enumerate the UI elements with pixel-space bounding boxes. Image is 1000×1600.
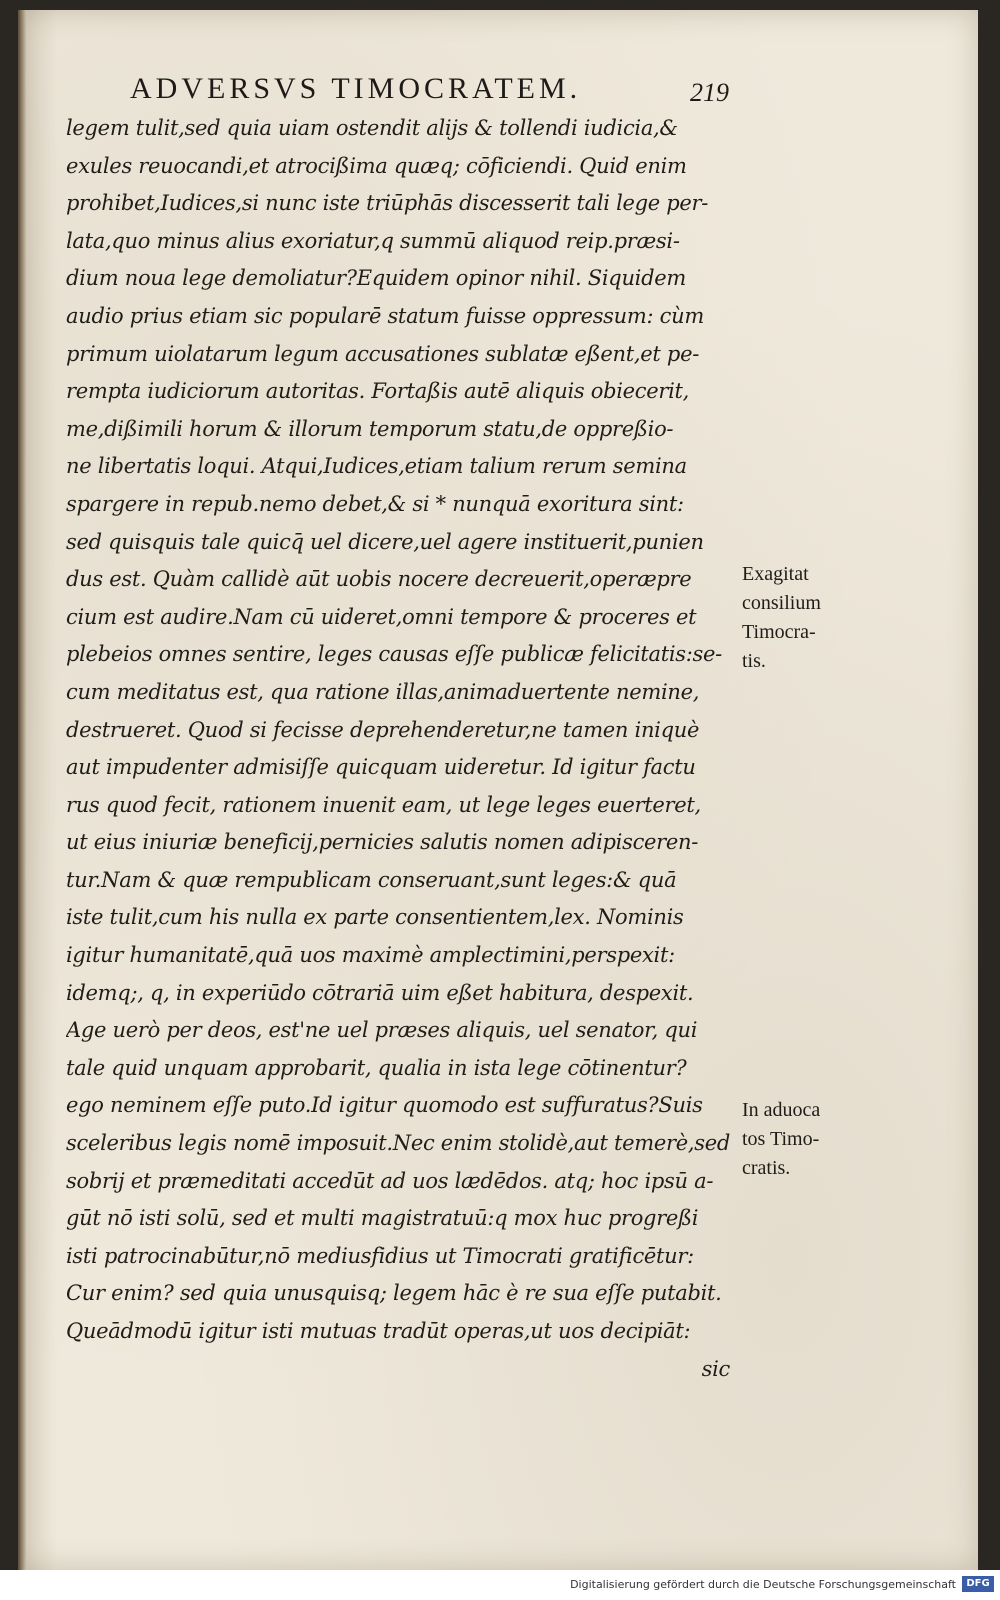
- text-line: tur.Nam & quæ rempublicam conseruant,sunt leges:& quā: [66, 867, 677, 892]
- marginal-note-line: consilium: [742, 592, 821, 614]
- text-line: rempta iudiciorum autoritas. Fortaßis autē aliquis obiecerit,: [66, 379, 690, 404]
- text-line: dus est. Quàm callidè aūt uobis nocere decreuerit,operæpre: [66, 567, 692, 592]
- text-line: Age uerò per deos, est'ne uel præses aliquis, uel senator, qui: [66, 1018, 698, 1043]
- text-line: gūt nō isti solū, sed et multi magistratuū:q mox huc progreßi: [66, 1206, 699, 1231]
- text-line: rus quod fecit, rationem inuenit eam, ut lege leges euerteret,: [66, 792, 701, 817]
- text-line: me,dißimili horum & illorum temporum statu,de oppreßio-: [66, 416, 674, 441]
- text-line: isti patrocinabūtur,nō mediusfidius ut Timocrati gratificētur:: [66, 1243, 694, 1268]
- text-line: destrueret. Quod si fecisse deprehenderetur,ne tamen iniquè: [66, 717, 700, 742]
- marginal-note-line: cratis.: [742, 1157, 791, 1179]
- text-line: ut eius iniuriæ beneficij,pernicies salutis nomen adipisceren-: [66, 830, 699, 855]
- text-line: audio prius etiam sic popularē statum fuisse oppressum: cùm: [66, 303, 704, 328]
- text-line: Queādmodū igitur isti mutuas tradūt operas,ut uos decipiāt:: [66, 1319, 691, 1343]
- text-line: cium est audire.Nam cū uideret,omni tempore & proceres et: [66, 604, 697, 629]
- text-line: igitur humanitatē,quā uos maximè amplectimini,perspexit:: [66, 943, 675, 968]
- text-line: aut impudenter admisiſſe quicquam uideretur. Id igitur factu: [66, 755, 696, 780]
- text-line: sic: [701, 1356, 730, 1381]
- text-line: lata,quo minus alius exoriatur,q summū aliquod reip.præsi-: [66, 228, 680, 253]
- marginal-note-line: tos Timo-: [742, 1128, 820, 1150]
- digitization-footer: [0, 1570, 1000, 1600]
- text-line: ne libertatis loqui. Atqui,Iudices,etiam talium rerum semina: [66, 454, 687, 479]
- text-line: primum uiolatarum legum accusationes sublatæ eßent,et pe-: [66, 341, 699, 366]
- text-line: exules reuocandi,et atrocißima quæq; cōficiendi. Quid enim: [66, 153, 687, 178]
- page-number: 219: [690, 78, 729, 107]
- running-head-title: ADVERSVS TIMOCRATEM.: [130, 72, 582, 105]
- text-line: sceleribus legis nomē imposuit.Nec enim stolidè,aut temerè,sed: [66, 1131, 730, 1156]
- text-line: idemq;, q, in experiūdo cōtrariā uim eßet habitura, despexit.: [66, 980, 694, 1005]
- text-line: prohibet,Iudices,si nunc iste triūphās discesserit tali lege per-: [66, 191, 709, 216]
- text-line: iste tulit,cum his nulla ex parte consentientem,lex. Nominis: [66, 905, 684, 930]
- body-text: [66, 110, 742, 1388]
- marginal-note-line: tis.: [742, 650, 766, 672]
- text-line: plebeios omnes sentire, leges causas eſſe publicæ felicitatis:se-: [66, 642, 722, 667]
- text-line: spargere in repub.nemo debet,& si * nunquā exoritura sint:: [66, 491, 684, 516]
- marginal-note-1: [742, 560, 882, 676]
- text-line: ego neminem eſſe puto.Id igitur quomodo est suffuratus?Suis: [66, 1093, 703, 1118]
- marginal-note-line: Exagitat: [742, 563, 809, 585]
- text-line: sobrij et præmeditati accedūt ad uos lædēdos. atq; hoc ipsū a-: [66, 1168, 714, 1193]
- marginal-note-line: In aduoca: [742, 1099, 821, 1121]
- running-head: [0, 72, 1000, 112]
- page-gutter: [18, 10, 26, 1570]
- text-line: dium noua lege demoliatur?Equidem opinor nihil. Siquidem: [66, 266, 686, 291]
- text-line: sed quisquis tale quicq̄ uel dicere,uel agere instituerit,punien: [66, 529, 704, 554]
- text-line: Cur enim? sed quia unusquisq; legem hāc è re sua eſſe putabit.: [66, 1281, 722, 1306]
- text-line: legem tulit,sed quia uiam ostendit alijs & tollendi iudicia,&: [66, 116, 678, 140]
- text-line: tale quid unquam approbarit, qualia in ista lege cōtinentur?: [66, 1055, 687, 1080]
- text-line: cum meditatus est, qua ratione illas,animaduertente nemine,: [66, 679, 700, 704]
- dfg-logo: DFG: [962, 1576, 994, 1592]
- marginal-note-line: Timocra-: [742, 621, 816, 643]
- footer-credit: Digitalisierung gefördert durch die Deutsche Forschungsgemeinschaft: [570, 1578, 956, 1591]
- marginal-note-2: [742, 1096, 882, 1183]
